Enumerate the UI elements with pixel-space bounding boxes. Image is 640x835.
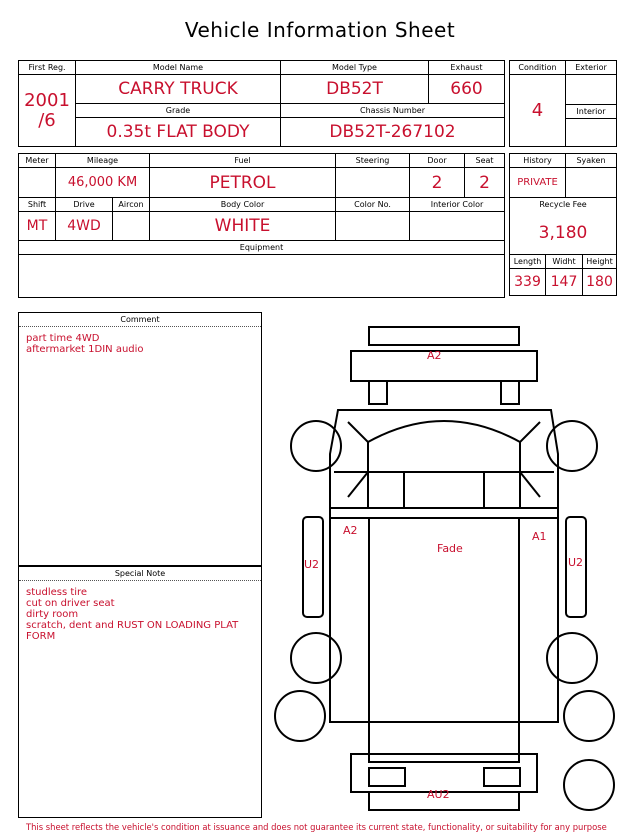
recycle-fee-label: Recycle Fee [510, 198, 617, 212]
interior-color-value [410, 212, 505, 241]
rear-right-wheel-2 [564, 691, 614, 741]
grade-value: 0.35t FLAT BODY [76, 118, 281, 147]
front-bumper [369, 327, 519, 345]
steering-label: Steering [336, 154, 410, 168]
width-label: Widht [546, 255, 583, 269]
front-left-wheel [291, 421, 341, 471]
windshield [368, 421, 520, 472]
exterior-label: Exterior [566, 61, 617, 75]
specs-table [18, 153, 505, 298]
interior-label: Interior [566, 105, 617, 119]
rear-left-wheel-2 [275, 691, 325, 741]
drive-label: Drive [56, 198, 113, 212]
shift-value: MT [19, 212, 56, 241]
exterior-value [566, 75, 617, 105]
length-value: 339 [510, 269, 546, 296]
spare-wheel [564, 760, 614, 810]
equipment-label: Equipment [19, 241, 505, 255]
mark-right-side: U2 [568, 556, 584, 569]
width-value: 147 [546, 269, 583, 296]
syaken-label: Syaken [566, 154, 617, 168]
chassis-label: Chassis Number [281, 104, 505, 118]
mileage-value: 46,000 KM [56, 168, 150, 198]
model-name-value: CARRY TRUCK [76, 75, 281, 104]
mark-front: A2 [427, 349, 442, 362]
main-info-table [18, 60, 505, 147]
history-value: PRIVATE [510, 168, 566, 198]
mark-left-side: U2 [304, 558, 320, 571]
first-reg-label: First Reg. [19, 61, 76, 75]
aircon-label: Aircon [113, 198, 150, 212]
bed-header [330, 508, 558, 518]
rear-light-left [369, 768, 405, 786]
equipment-value [19, 255, 505, 298]
first-reg-value: 2001 /6 [19, 75, 76, 147]
cab-outline [330, 410, 558, 508]
mark-bed: Fade [437, 542, 463, 555]
mark-left-front: A2 [343, 524, 358, 537]
mark-rear: AU2 [427, 788, 450, 801]
recycle-fee-value: 3,180 [510, 212, 617, 255]
interior-value [566, 119, 617, 147]
front-grille [351, 351, 537, 381]
condition-label: Condition [510, 61, 566, 75]
model-name-label: Model Name [76, 61, 281, 75]
shift-label: Shift [19, 198, 56, 212]
cab-floor-left [484, 472, 520, 508]
fuel-value: PETROL [150, 168, 336, 198]
sheet-title: Vehicle Information Sheet [184, 18, 456, 42]
special-note-label: Special Note [19, 567, 261, 581]
body-color-value: WHITE [150, 212, 336, 241]
cab-right-pillar [520, 422, 540, 497]
condition-value: 4 [510, 75, 566, 147]
rear-left-wheel-1 [291, 633, 341, 683]
front-panel-left [369, 381, 387, 404]
seat-value: 2 [465, 168, 505, 198]
rear-right-wheel-1 [547, 633, 597, 683]
height-value: 180 [583, 269, 617, 296]
model-type-label: Model Type [281, 61, 429, 75]
cab-left-pillar [348, 422, 368, 497]
chassis-value: DB52T-267102 [281, 118, 505, 147]
comment-box [18, 312, 262, 566]
front-right-wheel [547, 421, 597, 471]
special-note-text: studless tire cut on driver seat dirty room scratch, dent and RUST ON LOADING PLAT FORM [26, 587, 239, 642]
height-label: Height [583, 255, 617, 269]
fuel-label: Fuel [150, 154, 336, 168]
door-label: Door [410, 154, 465, 168]
color-no-label: Color No. [336, 198, 410, 212]
model-type-value: DB52T [281, 75, 429, 104]
drive-value: 4WD [56, 212, 113, 241]
condition-table [509, 60, 617, 147]
interior-color-label: Interior Color [410, 198, 505, 212]
side-info-table [509, 153, 617, 296]
steering-value [336, 168, 410, 198]
syaken-value [566, 168, 617, 198]
seat-label: Seat [465, 154, 505, 168]
grade-label: Grade [76, 104, 281, 118]
length-label: Length [510, 255, 546, 269]
rear-light-right [484, 768, 520, 786]
front-panel-right [501, 381, 519, 404]
mileage-label: Mileage [56, 154, 150, 168]
mark-right-front: A1 [532, 530, 547, 543]
body-color-label: Body Color [150, 198, 336, 212]
comment-text: part time 4WD aftermarket 1DIN audio [26, 333, 144, 355]
exhaust-value: 660 [429, 75, 505, 104]
history-label: History [510, 154, 566, 168]
cab-floor-right [368, 472, 404, 508]
aircon-value [113, 212, 150, 241]
comment-label: Comment [19, 313, 261, 327]
meter-value [19, 168, 56, 198]
color-no-value [336, 212, 410, 241]
meter-label: Meter [19, 154, 56, 168]
vehicle-damage-diagram [270, 322, 640, 818]
special-note-box [18, 566, 262, 818]
disclaimer-footer: This sheet reflects the vehicle's condition at issuance and does not guarantee its current state, functionality, or suitability for any purpose [26, 822, 607, 832]
exhaust-label: Exhaust [429, 61, 505, 75]
door-value: 2 [410, 168, 465, 198]
